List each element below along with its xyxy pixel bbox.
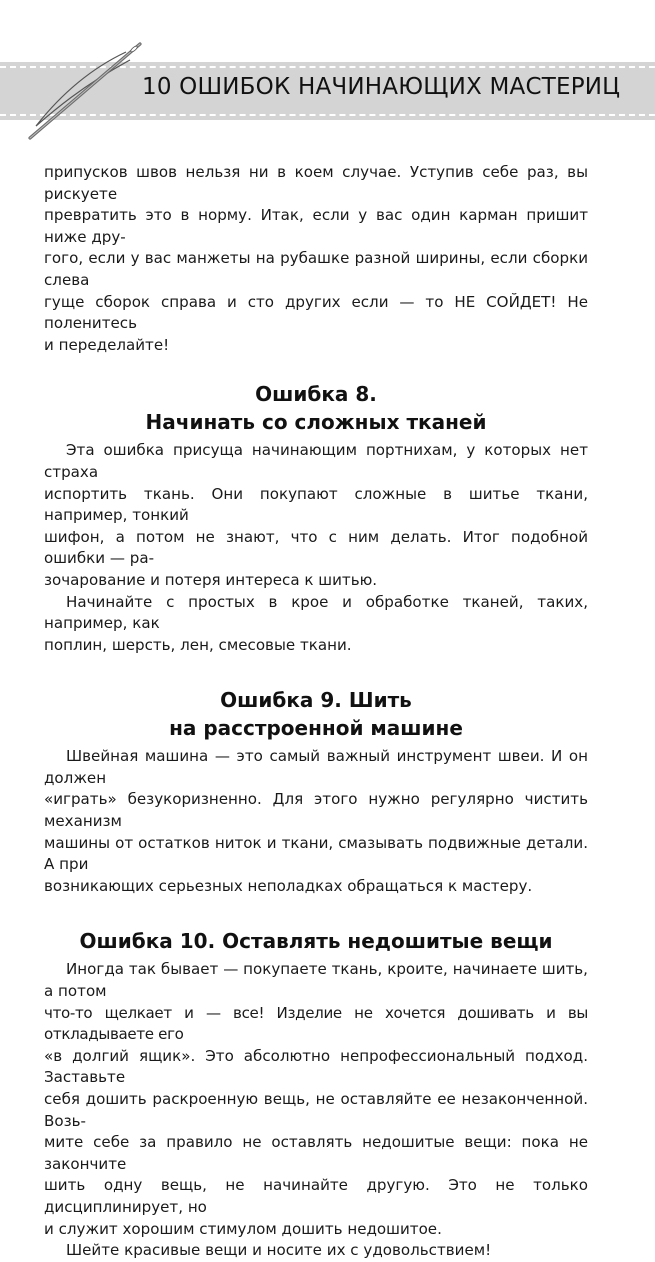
text-line: себя дошить раскроенную вещь, не оставляйте ее незаконченной. Возь-: [44, 1090, 588, 1130]
text-line: и переделайте!: [44, 335, 170, 354]
text-line: шить одну вещь, не начинайте другую. Это не только дисциплинирует, но: [44, 1176, 588, 1216]
text-line: Иногда так бывает — покупаете ткань, кроите, начинаете шить, а потом: [44, 960, 588, 1001]
needle-thread-icon: [22, 38, 152, 148]
section-8: [44, 380, 588, 656]
text-line: гуще сборок справа и сто других если — то НЕ СОЙДЕТ! Не поленитесь: [44, 292, 588, 333]
text-line: Начинайте с простых в крое и обработке тканей, таких, например, как: [44, 592, 588, 633]
text-line: шифон, а потом не знают, что с ним делать. Итог подобной ошибки — ра-: [44, 527, 588, 568]
text-line: «в долгий ящик». Это абсолютно непрофессиональный подход. Заставьте: [44, 1046, 588, 1087]
section-8-title-line1: Ошибка 8.: [255, 382, 377, 407]
text-line: зочарование и потеря интереса к шитью.: [44, 570, 378, 589]
text-line: припусков швов нельзя ни в коем случае. Уступив себе раз, вы рискуете: [44, 163, 588, 203]
text-line: гого, если у вас манжеты на рубашке разной ширины, если сборки слева: [44, 249, 588, 289]
text-line: превратить это в норму. Итак, если у вас один карман пришит ниже дру-: [44, 206, 588, 246]
section-8-title-line2: Начинать со сложных тканей: [145, 410, 487, 435]
text-line: машины от остатков ниток и ткани, смазывать подвижные детали. А при: [44, 833, 588, 874]
text-line: Швейная машина — это самый важный инструмент швеи. И он должен: [44, 747, 588, 787]
header-title: 10 ОШИБОК НАЧИНАЮЩИХ МАСТЕРИЦ: [142, 74, 621, 100]
text-line: что-то щелкает и — все! Изделие не хочется дошивать и вы откладываете его: [44, 1003, 588, 1044]
section-9-title-line2: на расстроенной машине: [169, 716, 463, 741]
section-9-title-line1: Ошибка 9. Шить: [220, 688, 412, 713]
section-10-title: Ошибка 10. Оставлять недошитые вещи: [79, 929, 553, 954]
text-line: мите себе за правило не оставлять недошитые вещи: пока не закончите: [44, 1133, 588, 1173]
text-line: «играть» безукоризненно. Для этого нужно регулярно чистить механизм: [44, 790, 588, 831]
intro-paragraph: [44, 162, 588, 356]
section-10: [44, 927, 588, 1261]
section-9: [44, 686, 588, 897]
text-line: Эта ошибка присуща начинающим портнихам, у которых нет страха: [44, 441, 588, 481]
page-content: [44, 162, 588, 1262]
text-line: испортить ткань. Они покупают сложные в шитье ткани, например, тонкий: [44, 484, 588, 525]
text-line: Шейте красивые вещи и носите их с удовольствием!: [66, 1241, 492, 1260]
text-line: и служит хорошим стимулом дошить недошитое.: [44, 1219, 442, 1238]
text-line: поплин, шерсть, лен, смесовые ткани.: [44, 635, 352, 654]
text-line: возникающих серьезных неполадках обращаться к мастеру.: [44, 876, 533, 895]
